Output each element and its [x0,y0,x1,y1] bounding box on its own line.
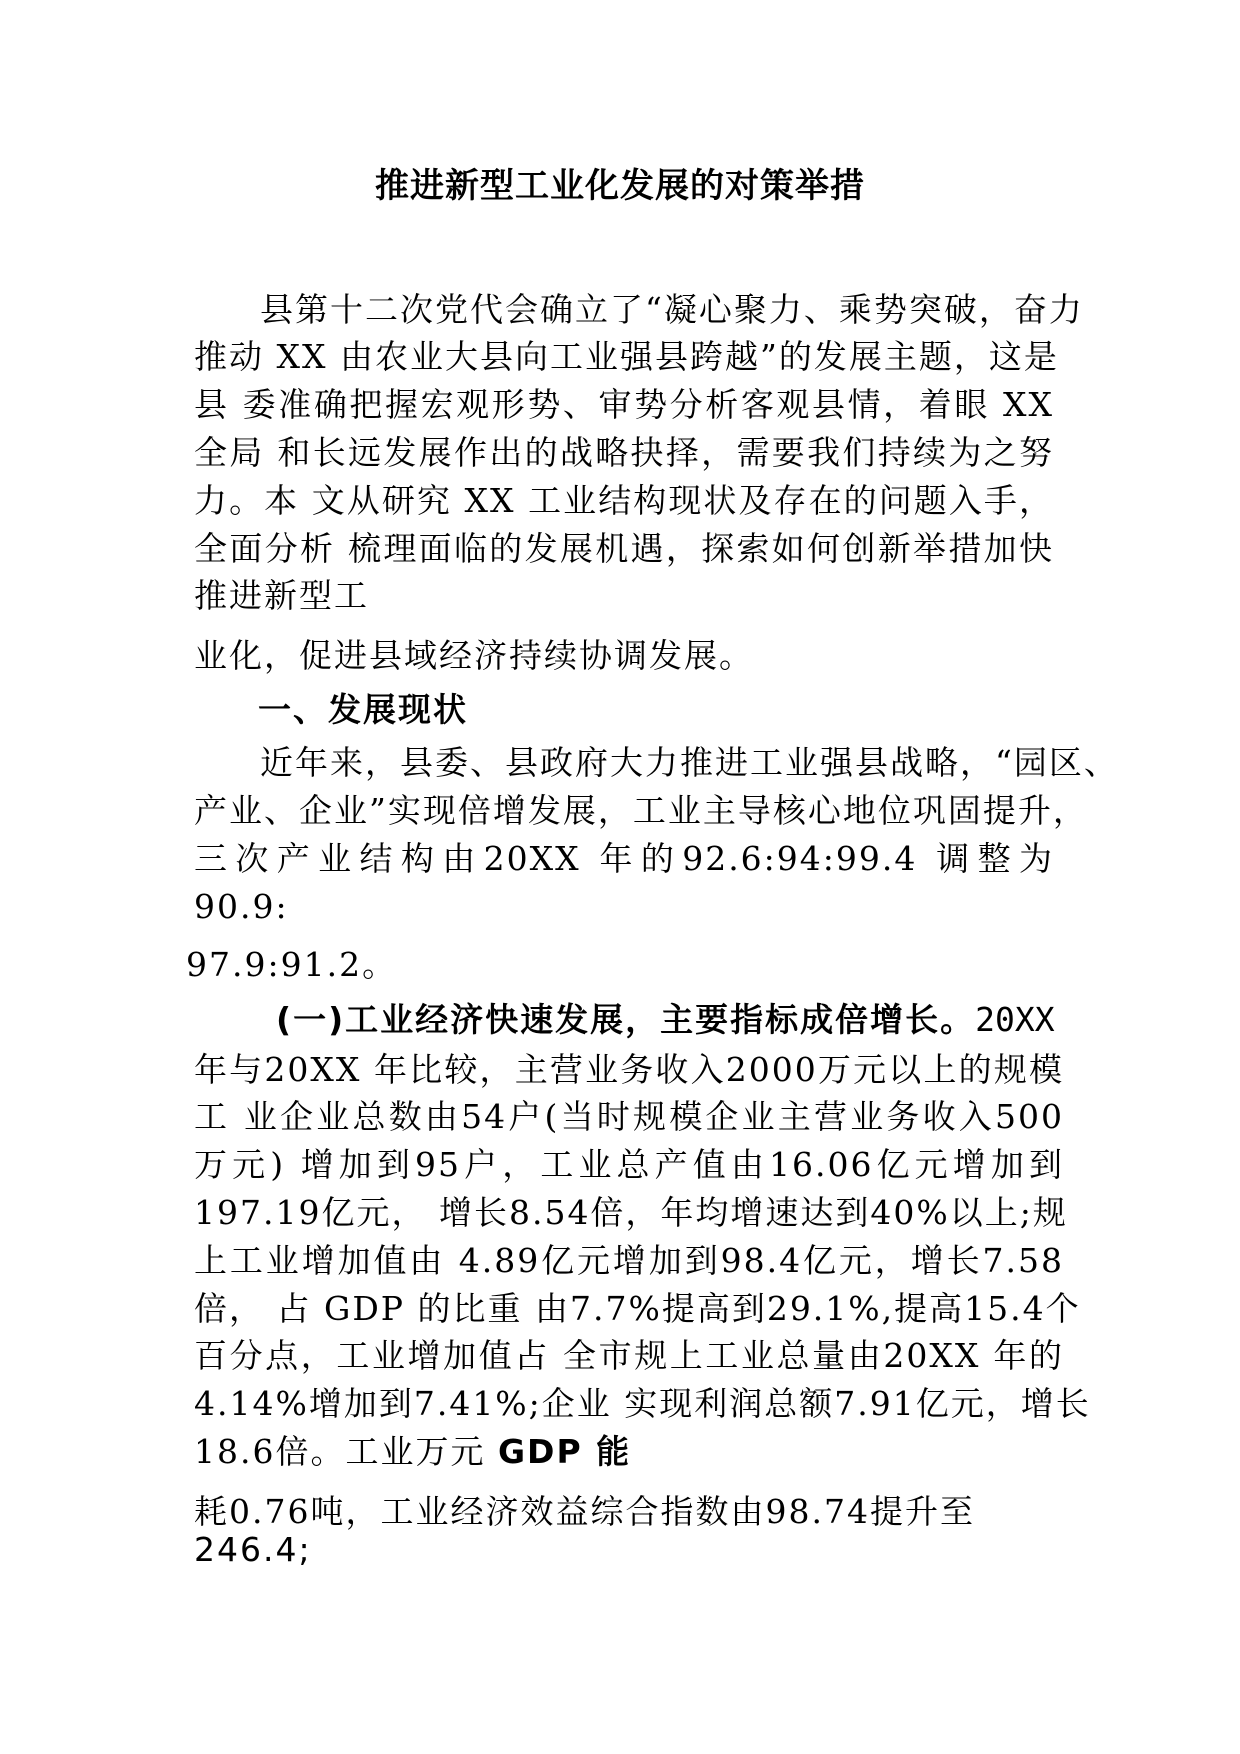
paragraph-line: 近年来，县委、县政府大力推进工业强县战略，“园区、 [260,743,1119,782]
paragraph-line: 产业、企业”实现倍增发展，工业主导核心地位巩固提升， [194,791,1088,830]
paragraph-line: 90.9: [194,887,289,926]
paragraph-line: 4.14%增加到7.41%;企业 实现利润总额7.91亿元，增长 [194,1384,1091,1423]
paragraph-line: 百分点，工业增加值占 全市规上工业总量由20XX 年的 [194,1336,1064,1375]
inline-text: 18.6倍。工业万元 [194,1432,498,1471]
paragraph-line: 推进新型工 [194,576,369,615]
paragraph-line: 97.9:91.2。 [186,945,398,984]
paragraph-line: 耗0.76吨，工业经济效益综合指数由98.74提升至 [194,1492,975,1531]
paragraph-line: 县第十二次党代会确立了“凝心聚力、乘势突破，奋力 [260,290,1084,329]
paragraph-line: 业化，促进县域经济持续协调发展。 [194,636,754,675]
paragraph-line: 工 业企业总数由54户(当时规模企业主营业务收入500 [194,1097,1064,1136]
paragraph-line: 年与20XX 年比较，主营业务收入2000万元以上的规模 [194,1050,1064,1089]
paragraph-line: 246.4; [194,1530,312,1569]
inline-text: GDP 能 [497,1432,632,1471]
inline-text: 20XX [975,1000,1055,1039]
paragraph-line: 县 委准确把握宏观形势、审势分析客观县情，着眼 XX [194,385,1054,424]
paragraph-line: 万元) 增加到95户，工业总产值由16.06亿元增加到 [194,1145,1064,1184]
paragraph-line: 全面分析 梳理面临的发展机遇，探索如何创新举措加快 [194,529,1054,568]
paragraph-line: 力。本 文从研究 XX 工业结构现状及存在的问题入手， [194,481,1054,520]
section-heading: 一、发展现状 [258,690,468,729]
paragraph-line: 197.19亿元， 增长8.54倍，年均增速达到40%以上;规 [194,1193,1068,1232]
document-title: 推进新型工业化发展的对策举措 [375,166,865,206]
paragraph-line: 上工业增加值由 4.89亿元增加到98.4亿元，增长7.58 [194,1241,1064,1280]
paragraph-line: 三次产业结构由20XX 年的92.6:94:99.4 调整为 [194,839,1054,878]
paragraph-line: 推动 XX 由农业大县向工业强县跨越”的发展主题，这是 [194,337,1059,376]
paragraph-line: 倍， 占 GDP 的比重 由7.7%提高到29.1%,提高15.4个 [194,1289,1081,1328]
paragraph-line: 全局 和长远发展作出的战略抉择，需要我们持续为之努 [194,433,1054,472]
subsection-heading: (一)工业经济快速发展，主要指标成倍增长。 [276,1000,976,1039]
